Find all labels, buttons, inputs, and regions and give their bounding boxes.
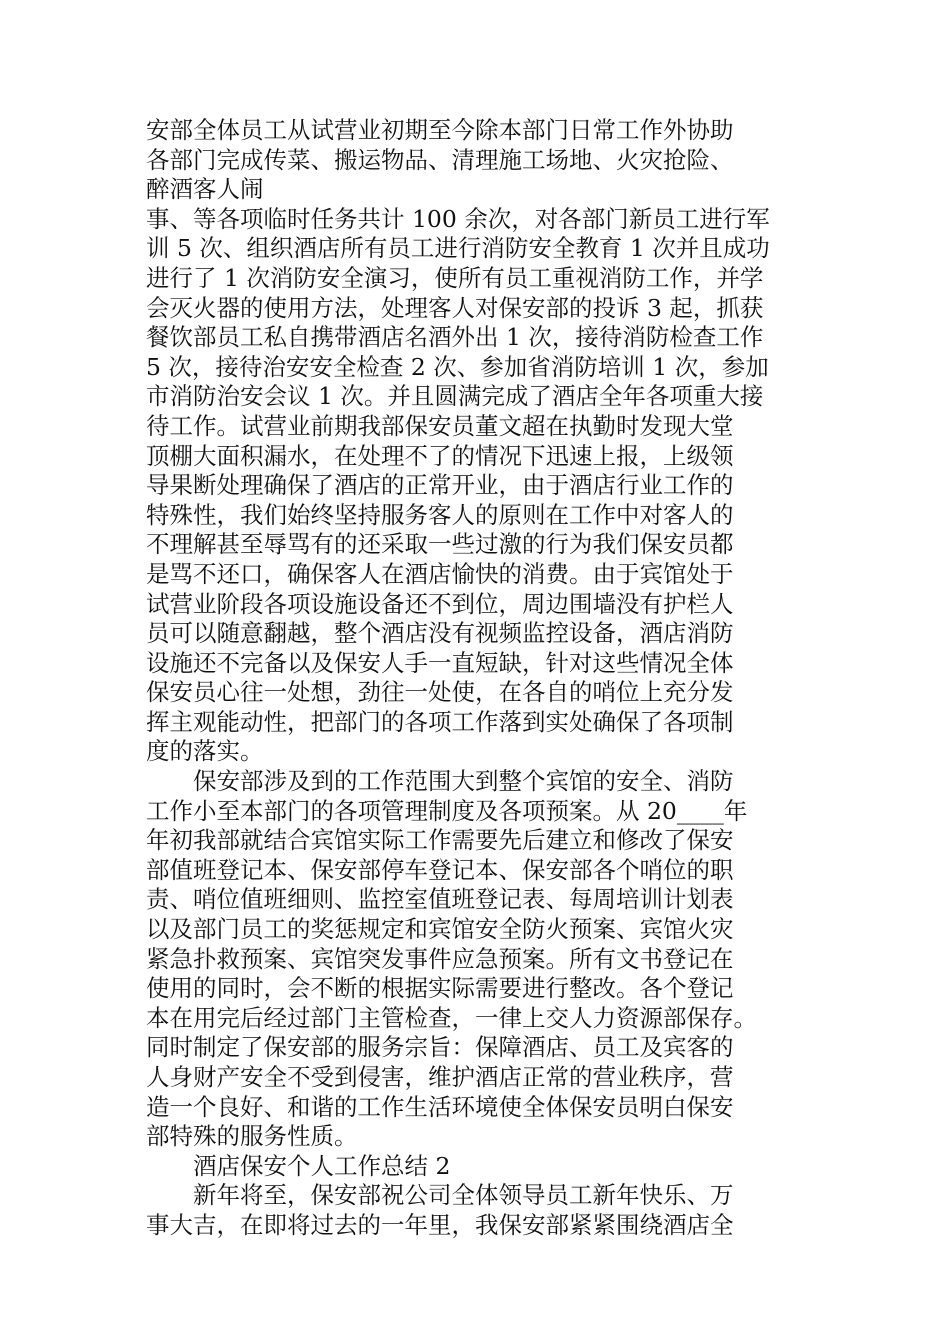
text-line: 年初我部就结合宾馆实际工作需要先后建立和修改了保安 — [146, 826, 734, 855]
text-line: 工作小至本部门的各项管理制度及各项预案。从 20____年 — [146, 796, 748, 825]
text-line: 事、等各项临时任务共计 100 余次，对各部门新员工进行军 — [146, 204, 770, 233]
paragraph-start-line: 保安部涉及到的工作范围大到整个宾馆的安全、消防 — [193, 767, 734, 796]
text-line: 训 5 次、组织酒店所有员工进行消防安全教育 1 次并且成功 — [146, 234, 770, 263]
text-line: 是骂不还口，确保客人在酒店愉快的消费。由于宾馆处于 — [146, 559, 734, 588]
text-line: 试营业阶段各项设施设备还不到位，周边围墙没有护栏人 — [146, 589, 734, 618]
text-line: 不理解甚至辱骂有的还采取一些过激的行为我们保安员都 — [146, 530, 734, 559]
text-line: 人身财产安全不受到侵害，维护酒店正常的营业秩序，营 — [146, 1063, 734, 1091]
text-line: 度的落实。 — [146, 737, 264, 766]
document-body — [146, 116, 816, 1241]
text-line: 本在用完后经过部门主管检查，一律上交人力资源部保存。 — [146, 1003, 757, 1032]
text-line: 保安员心往一处想，劲往一处使，在各自的哨位上充分发 — [146, 678, 734, 707]
text-line: 餐饮部员工私自携带酒店名酒外出 1 次，接待消防检查工作 — [146, 323, 764, 352]
text-line: 醉酒客人闹 — [146, 175, 264, 204]
text-line: 部特殊的服务性质。 — [146, 1122, 358, 1151]
paragraph-start-line: 新年将至，保安部祝公司全体领导员工新年快乐、万 — [193, 1181, 734, 1210]
text-line: 员可以随意翻越，整个酒店没有视频监控设备，酒店消防 — [146, 619, 734, 648]
text-line: 会灭火器的使用方法，处理客人对保安部的投诉 3 起，抓获 — [146, 293, 764, 322]
text-line: 事大吉，在即将过去的一年里，我保安部紧紧围绕酒店全 — [146, 1210, 734, 1239]
text-line: 设施还不完备以及保安人手一直短缺，针对这些情况全体 — [146, 648, 734, 677]
text-line: 市消防治安会议 1 次。并且圆满完成了酒店全年各项重大接 — [146, 382, 764, 411]
text-line: 以及部门员工的奖惩规定和宾馆安全防火预案、宾馆火灾 — [146, 915, 734, 944]
text-line: 导果断处理确保了酒店的正常开业，由于酒店行业工作的 — [146, 471, 734, 500]
text-line: 使用的同时，会不断的根据实际需要进行整改。各个登记 — [146, 974, 734, 1003]
text-line: 安部全体员工从试营业初期至今除本部门日常工作外协助 — [146, 116, 734, 144]
text-line: 部值班登记本、保安部停车登记本、保安部各个哨位的职 — [146, 855, 734, 884]
text-line: 待工作。试营业前期我部保安员董文超在执勤时发现大堂 — [146, 411, 734, 440]
text-line: 5 次，接待治安安全检查 2 次、参加省消防培训 1 次，参加 — [146, 352, 769, 381]
text-line: 责、哨位值班细则、监控室值班登记表、每周培训计划表 — [146, 885, 734, 914]
text-line: 各部门完成传菜、搬运物品、清理施工场地、火灾抢险、 — [146, 145, 734, 174]
text-line: 顶棚大面积漏水，在处理不了的情况下迅速上报，上级领 — [146, 441, 734, 470]
text-line: 特殊性，我们始终坚持服务客人的原则在工作中对客人的 — [146, 500, 734, 529]
text-line: 同时制定了保安部的服务宗旨：保障酒店、员工及宾客的 — [146, 1033, 734, 1062]
text-line: 紧急扑救预案、宾馆突发事件应急预案。所有文书登记在 — [146, 944, 734, 973]
text-line: 挥主观能动性，把部门的各项工作落到实处确保了各项制 — [146, 707, 734, 736]
section-heading: 酒店保安个人工作总结 2 — [193, 1151, 451, 1180]
text-line: 进行了 1 次消防安全演习，使所有员工重视消防工作，并学 — [146, 263, 764, 292]
text-line: 造一个良好、和谐的工作生活环境使全体保安员明白保安 — [146, 1092, 734, 1121]
